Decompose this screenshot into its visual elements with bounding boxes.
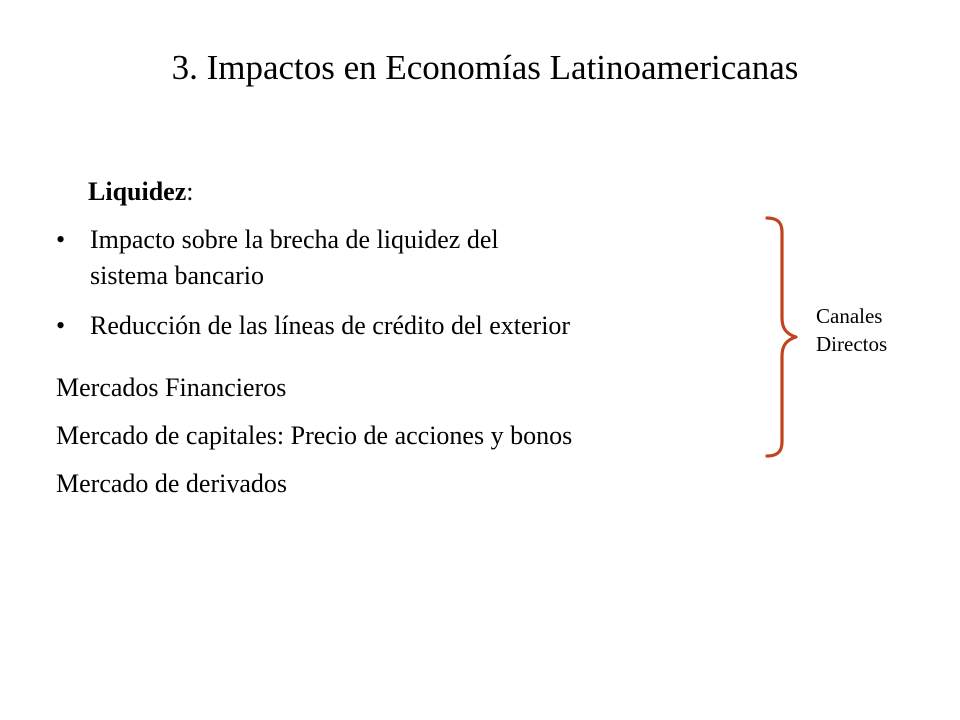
- brace-path: [767, 218, 796, 456]
- canales-directos-label: [816, 302, 887, 358]
- liquidez-bullet-list: [56, 222, 570, 344]
- mercados-list: [56, 364, 572, 508]
- right-curly-brace-icon: [764, 214, 804, 460]
- bullet-text-line: Impacto sobre la brecha de liquidez del: [90, 225, 499, 254]
- liquidez-heading: [88, 174, 193, 210]
- bullet-text-line: Reducción de las líneas de crédito del exterior: [90, 311, 571, 340]
- bullet-item-brecha: [56, 222, 570, 294]
- directos-label-line: Directos: [816, 332, 888, 356]
- bullet-dot-icon: •: [56, 311, 66, 340]
- liquidez-heading-label: Liquidez: [88, 177, 187, 206]
- canales-label-line: Canales: [816, 304, 883, 328]
- bullet-item-reduccion: [56, 308, 570, 344]
- bullet-text-line: sistema bancario: [90, 261, 264, 290]
- slide-title: 3. Impactos en Economías Latinoamericanas: [171, 48, 799, 87]
- liquidez-heading-colon: :: [186, 177, 194, 206]
- mercado-derivados-line: Mercado de derivados: [56, 469, 288, 498]
- mercado-capitales-line: Mercado de capitales: Precio de acciones y bonos: [56, 421, 573, 450]
- mercados-financieros-line: Mercados Financieros: [56, 373, 287, 402]
- bullet-dot-icon: •: [56, 225, 66, 254]
